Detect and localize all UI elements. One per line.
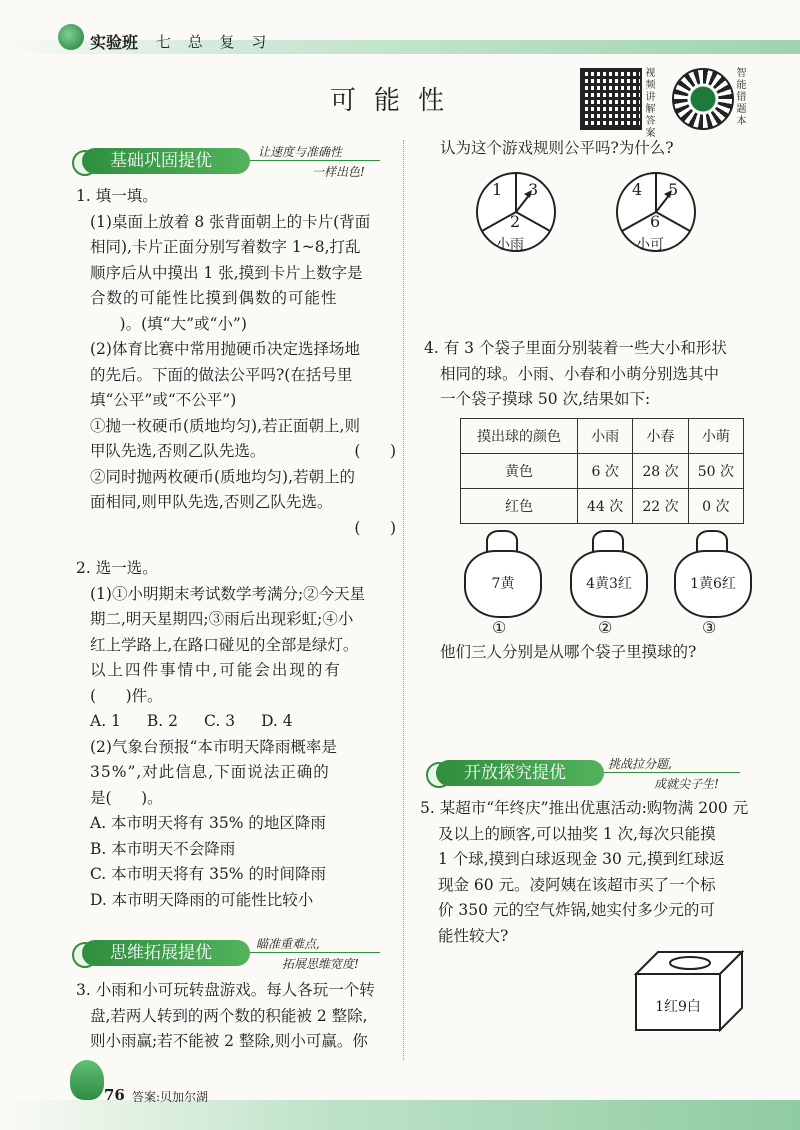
bag-number: ① bbox=[492, 618, 507, 637]
section-thinking-slogan-2: 拓展思维宽度! bbox=[282, 957, 359, 971]
q2-p1-line: 期二,明天星期四;③雨后出现彩虹;④小 bbox=[90, 610, 354, 628]
box-label: 1红9白 bbox=[655, 999, 701, 1015]
bag-3: 1黄6红 bbox=[674, 550, 752, 618]
q1-p2b-line: 面相同,则甲队先选,否则乙队先选。 bbox=[90, 493, 333, 511]
q1-p2b-line: ②同时抛两枚硬币(质地均匀),若朝上的 bbox=[90, 467, 356, 486]
spinner-number: 6 bbox=[650, 212, 661, 231]
q1-head: 1. 填一填。 bbox=[76, 187, 158, 205]
answer-ref: 答案:贝加尔湖 bbox=[132, 1090, 209, 1104]
section-basic-slogan-1: 让速度与准确性 bbox=[258, 145, 343, 159]
q1-p2-line: 的先后。下面的做法公平吗?(在括号里 bbox=[90, 365, 353, 384]
q2-p1-line: ( )件。 bbox=[90, 686, 163, 705]
slogan-underline bbox=[250, 952, 380, 953]
q1-p2a-line: 甲队先选,否则乙队先选。 bbox=[90, 442, 266, 460]
q2-option[interactable]: D. 本市明天降雨的可能性比较小 bbox=[90, 890, 314, 909]
table-row bbox=[461, 454, 744, 489]
chapter-subtitle: 七 总 复 习 bbox=[156, 33, 273, 51]
q3-continued: 认为这个游戏规则公平吗?为什么? bbox=[440, 139, 674, 157]
table-cell: 红色 bbox=[461, 489, 578, 524]
dolphin-icon bbox=[70, 1060, 104, 1100]
q2-head: 2. 选一选。 bbox=[76, 559, 158, 577]
qr-label-errorbook: 智能错题本 bbox=[736, 68, 747, 127]
q3-line: 则小雨赢;若不能被 2 整除,则小可赢。你 bbox=[90, 1032, 368, 1050]
q4-line: 一个袋子摸球 50 次,结果如下: bbox=[440, 390, 651, 408]
table-cell: 22 次 bbox=[633, 489, 688, 524]
q2-p2-line: 35%”,对此信息,下面说法正确的 bbox=[90, 763, 330, 781]
question-1 bbox=[76, 184, 396, 541]
question-5 bbox=[420, 796, 790, 949]
q2-p2-line: (2)气象台预报“本市明天降雨概率是 bbox=[90, 737, 337, 756]
table-cell: 0 次 bbox=[688, 489, 743, 524]
answer-paren[interactable]: ( ) bbox=[354, 442, 396, 460]
q5-line: 现金 60 元。凌阿姨在该超市买了一个标 bbox=[438, 875, 716, 894]
q5-line: 价 350 元的空气炸锅,她实付多少元的可 bbox=[438, 901, 715, 919]
section-open-slogan-2: 成就尖子生! bbox=[654, 777, 719, 791]
q1-p2-line: 填“公平”或“不公平”) bbox=[90, 391, 237, 409]
q1-p2-line: (2)体育比赛中常用抛硬币决定选择场地 bbox=[90, 340, 360, 358]
bag-1: 7黄 bbox=[464, 550, 542, 618]
slogan-underline bbox=[604, 772, 740, 773]
footer-band bbox=[0, 1100, 800, 1130]
q1-p1-line: 相同),卡片正面分别写着数字 1~8,打乱 bbox=[90, 238, 361, 256]
q2-option[interactable]: C. 3 bbox=[204, 712, 236, 730]
q5-line: 1 个球,摸到白球返现金 30 元,摸到红球返 bbox=[438, 850, 725, 868]
results-table bbox=[460, 418, 744, 524]
table-row bbox=[461, 489, 744, 524]
table-cell: 黄色 bbox=[461, 454, 578, 489]
table-cell: 50 次 bbox=[688, 454, 743, 489]
question-2 bbox=[76, 556, 396, 913]
answer-paren[interactable]: ( ) bbox=[354, 518, 396, 537]
table-header: 小雨 bbox=[578, 419, 633, 454]
q1-p1-line: 顺序后从中摸出 1 张,摸到卡片上数字是 bbox=[90, 263, 363, 282]
spinner-number: 1 bbox=[492, 180, 503, 199]
q2-option[interactable]: B. 本市明天不会降雨 bbox=[90, 839, 236, 858]
qr-code-errorbook[interactable] bbox=[672, 68, 734, 130]
section-open-banner: 开放探究提优 bbox=[436, 760, 604, 786]
q2-option[interactable]: A. 1 bbox=[90, 712, 121, 730]
q4-question: 他们三人分别是从哪个袋子里摸球的? bbox=[440, 643, 697, 661]
q5-line: 5. 某超市“年终庆”推出优惠活动:购物满 200 元 bbox=[420, 799, 749, 817]
q3-line: 盘,若两人转到的两个数的积能被 2 整除, bbox=[90, 1006, 368, 1025]
table-header: 小萌 bbox=[688, 419, 743, 454]
q2-p1-line: 以上四件事情中,可能会出现的有 bbox=[90, 661, 342, 679]
column-divider bbox=[403, 140, 404, 1060]
q1-p1-line: )。(填“大”或“小”) bbox=[90, 314, 247, 333]
q2-option[interactable]: C. 本市明天将有 35% 的时间降雨 bbox=[90, 865, 326, 883]
lottery-box bbox=[634, 948, 744, 1032]
question-4 bbox=[424, 336, 774, 413]
page-title: 可能性 bbox=[330, 86, 463, 116]
bag-number: ③ bbox=[702, 618, 717, 637]
q2-p1-line: (1)①小明期末考试数学考满分;②今天星 bbox=[90, 584, 366, 603]
spinner-number: 5 bbox=[668, 180, 679, 199]
q4-line: 4. 有 3 个袋子里面分别装着一些大小和形状 bbox=[424, 339, 727, 357]
q1-p2a-line: ①抛一枚硬币(质地均匀),若正面朝上,则 bbox=[90, 416, 360, 435]
q2-p1-line: 红上学路上,在路口碰见的全部是绿灯。 bbox=[90, 635, 359, 654]
table-header-row bbox=[461, 419, 744, 454]
q2-option[interactable]: B. 2 bbox=[146, 712, 179, 730]
q2-option[interactable]: A. 本市明天将有 35% 的地区降雨 bbox=[90, 814, 326, 832]
q5-line: 及以上的顾客,可以抽奖 1 次,每次只能摸 bbox=[438, 824, 716, 843]
section-open-slogan-1: 挑战拉分题, bbox=[608, 757, 672, 771]
brand-logo bbox=[58, 24, 84, 50]
table-cell: 44 次 bbox=[578, 489, 633, 524]
question-3 bbox=[76, 978, 396, 1055]
spinner-number: 2 bbox=[510, 212, 521, 231]
slogan-underline bbox=[250, 160, 380, 161]
table-header: 小春 bbox=[633, 419, 688, 454]
table-header: 摸出球的颜色 bbox=[461, 419, 578, 454]
qr-code-video[interactable] bbox=[580, 68, 642, 130]
table-cell: 6 次 bbox=[578, 454, 633, 489]
bag-2: 4黄3红 bbox=[570, 550, 648, 618]
spinner-name: 小可 bbox=[636, 237, 664, 253]
brand-name: 实验班 bbox=[90, 33, 139, 52]
spinner-number: 3 bbox=[528, 180, 539, 199]
spinner-number: 4 bbox=[632, 180, 643, 199]
qr-label-video: 视频讲解答案 bbox=[645, 68, 656, 139]
section-thinking-banner: 思维拓展提优 bbox=[82, 940, 250, 966]
q2-option[interactable]: D. 4 bbox=[261, 712, 293, 730]
section-basic-banner: 基础巩固提优 bbox=[82, 148, 250, 174]
section-thinking-slogan-1: 瞄准重难点, bbox=[256, 937, 320, 951]
table-cell: 28 次 bbox=[633, 454, 688, 489]
page-number: 76 bbox=[104, 1086, 125, 1104]
q5-line: 能性较大? bbox=[438, 926, 509, 945]
section-basic-slogan-2: 一样出色! bbox=[312, 165, 365, 179]
q1-p1-line: (1)桌面上放着 8 张背面朝上的卡片(背面 bbox=[90, 212, 371, 231]
q2-p2-line: 是( )。 bbox=[90, 788, 163, 807]
spinner-name: 小雨 bbox=[496, 237, 524, 253]
q1-p1-line: 合数的可能性比摸到偶数的可能性 bbox=[90, 289, 338, 307]
bag-number: ② bbox=[598, 618, 613, 637]
q3-line: 3. 小雨和小可玩转盘游戏。每人各玩一个转 bbox=[76, 981, 375, 999]
q4-line: 相同的球。小雨、小春和小萌分别选其中 bbox=[440, 364, 720, 383]
